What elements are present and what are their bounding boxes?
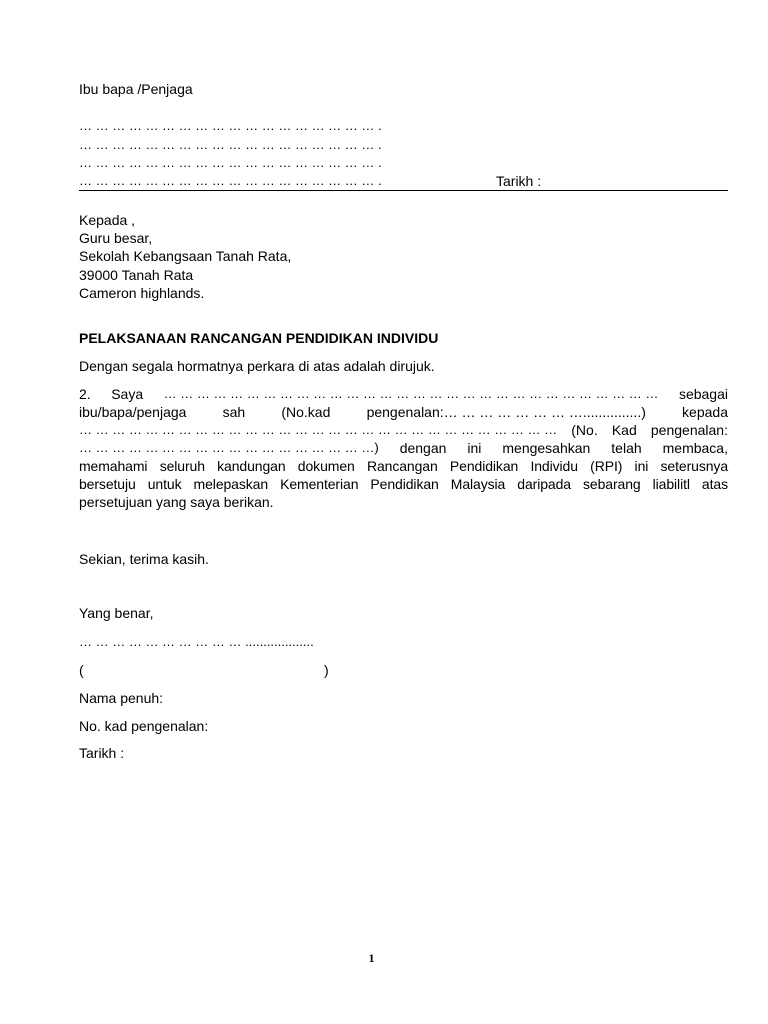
para2-dots: … … … … … … … … … … … … … … … … … …) [79, 440, 379, 455]
recipient-line-5: Cameron highlands. [79, 285, 205, 301]
para2-line-1 [79, 386, 728, 402]
paren-close: ) [324, 662, 329, 678]
header-date-label: Tarikh : [496, 173, 542, 189]
address-line-1: … … … … … … … … … … … … … … … … … … . [79, 118, 382, 133]
para2-dots: … … … … … … … … … … … … … … … … … … … … … … … … … … … … … … [163, 386, 659, 401]
salutation: Yang benar, [79, 605, 154, 621]
para2-word: dengan [399, 440, 447, 456]
address-line-3: … … … … … … … … … … … … … … … … … … . [79, 155, 382, 170]
intro-text: Dengan segala hormatnya perkara di atas adalah dirujuk. [79, 358, 435, 374]
para2-line-4 [79, 440, 728, 456]
address-line-4: … … … … … … … … … … … … … … … … … … . [79, 173, 382, 188]
page-number: 1 [368, 951, 375, 965]
recipient-line-3: Sekolah Kebangsaan Tanah Rata, [79, 248, 292, 264]
para2-word: (No.kad [281, 404, 331, 420]
parent-label: Ibu bapa /Penjaga [79, 81, 193, 97]
recipient-line-4: 39000 Tanah Rata [79, 267, 194, 283]
para2-word: membaca, [662, 440, 728, 456]
ic-number-label: No. kad pengenalan: [79, 718, 209, 734]
para2-word: (No. [571, 422, 598, 438]
para2-line-6: bersetuju untuk melepaskan Kementerian Pendidikan Malaysia daripada sebarang liabilitl atas [79, 476, 728, 492]
para2-word: Saya [111, 386, 144, 402]
signature-date-label: Tarikh : [79, 745, 125, 761]
address-line-2: … … … … … … … … … … … … … … … … … … . [79, 137, 382, 152]
para2-line-5: memahami seluruh kandungan dokumen Rancangan Pendidikan Individu (RPI) ini seterusnya [79, 458, 728, 474]
para2-word: pengenalan: [650, 422, 728, 438]
subject-heading: PELAKSANAAN RANCANGAN PENDIDIKAN INDIVIDU [79, 330, 439, 346]
para2-line-7: persetujuan yang saya berikan. [79, 494, 274, 510]
para2-word: ini [467, 440, 482, 456]
para2-word: ibu/bapa/penjaga [79, 404, 187, 420]
para2-word: kepada [682, 404, 728, 420]
para2-word: pengenalan:… … … … … … … …...............) [366, 404, 646, 420]
full-name-label: Nama penuh: [79, 690, 164, 706]
para2-line-3 [79, 422, 728, 438]
recipient-line-1: Kepada , [79, 212, 136, 228]
signature-line: … … … … … … … … … … ................... [79, 634, 314, 649]
para2-word: sah [222, 404, 246, 420]
para2-line-2 [79, 404, 728, 420]
closing-text: Sekian, terima kasih. [79, 551, 209, 567]
para2-word: Kad [611, 422, 637, 438]
para2-word: sebagai [678, 386, 728, 402]
para2-number: 2. [79, 386, 91, 402]
paren-open: ( [79, 662, 84, 678]
para2-word: telah [611, 440, 642, 456]
para2-word: mengesahkan [502, 440, 591, 456]
header-divider [79, 190, 728, 191]
recipient-line-2: Guru besar, [79, 230, 153, 246]
para2-dots: … … … … … … … … … … … … … … … … … … … … … … … … … … … … … [79, 422, 558, 437]
